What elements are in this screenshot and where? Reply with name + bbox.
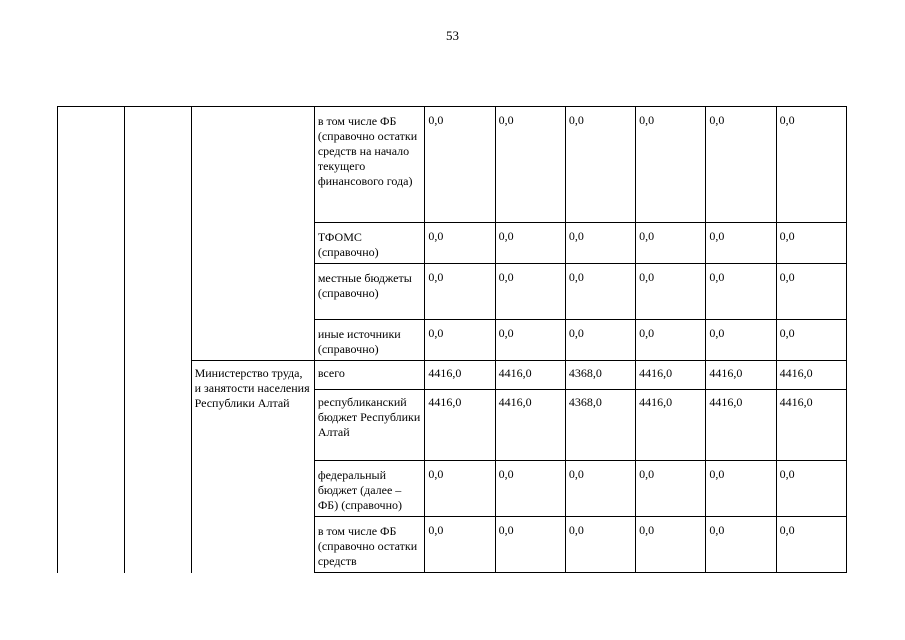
value-cell: 4416,0	[636, 390, 706, 461]
organization-cell-previous	[191, 107, 314, 361]
value-cell: 0,0	[636, 107, 706, 223]
source-cell: иные источники (справочно)	[314, 320, 425, 361]
page-number: 53	[446, 28, 459, 43]
source-cell: республиканский бюджет Республики Алтай	[314, 390, 425, 461]
value-cell: 0,0	[565, 320, 635, 361]
value-cell: 0,0	[706, 517, 776, 573]
value-cell: 0,0	[776, 517, 846, 573]
value-cell: 0,0	[776, 107, 846, 223]
value-cell: 4416,0	[425, 361, 495, 390]
value-cell: 0,0	[495, 223, 565, 264]
value-cell: 0,0	[636, 223, 706, 264]
value-cell: 0,0	[776, 264, 846, 320]
value-cell: 4416,0	[636, 361, 706, 390]
value-cell: 0,0	[636, 461, 706, 517]
value-cell: 4416,0	[495, 390, 565, 461]
value-cell: 4416,0	[706, 361, 776, 390]
value-cell: 0,0	[776, 320, 846, 361]
value-cell: 0,0	[776, 461, 846, 517]
source-cell: федеральный бюджет (далее – ФБ) (справочно)	[314, 461, 425, 517]
value-cell: 4416,0	[706, 390, 776, 461]
value-cell: 0,0	[706, 264, 776, 320]
value-cell: 4368,0	[565, 390, 635, 461]
value-cell: 0,0	[706, 320, 776, 361]
value-cell: 0,0	[495, 461, 565, 517]
value-cell: 0,0	[495, 320, 565, 361]
source-cell: всего	[314, 361, 425, 390]
value-cell: 0,0	[565, 264, 635, 320]
source-cell: ТФОМС (справочно)	[314, 223, 425, 264]
value-cell: 0,0	[706, 461, 776, 517]
budget-table	[57, 106, 847, 573]
source-cell: в том числе ФБ (справочно остатки средств на начало текущего финансового года)	[314, 107, 425, 223]
source-cell: в том числе ФБ (справочно остатки средств	[314, 517, 425, 573]
value-cell: 0,0	[495, 517, 565, 573]
value-cell: 4416,0	[495, 361, 565, 390]
value-cell: 0,0	[636, 320, 706, 361]
value-cell: 4368,0	[565, 361, 635, 390]
table-row	[58, 107, 847, 223]
value-cell: 0,0	[425, 517, 495, 573]
value-cell: 0,0	[565, 107, 635, 223]
value-cell: 0,0	[776, 223, 846, 264]
value-cell: 0,0	[425, 264, 495, 320]
value-cell: 0,0	[425, 223, 495, 264]
value-cell: 0,0	[495, 107, 565, 223]
value-cell: 4416,0	[776, 390, 846, 461]
value-cell: 0,0	[425, 320, 495, 361]
row-number-cell	[58, 107, 125, 573]
value-cell: 4416,0	[425, 390, 495, 461]
value-cell: 0,0	[706, 223, 776, 264]
value-cell: 4416,0	[776, 361, 846, 390]
value-cell: 0,0	[706, 107, 776, 223]
value-cell: 0,0	[636, 517, 706, 573]
value-cell: 0,0	[565, 223, 635, 264]
organization-cell: Министерство труда, и занятости населения Республики Алтай	[191, 361, 314, 573]
value-cell: 0,0	[425, 461, 495, 517]
source-cell: местные бюджеты (справочно)	[314, 264, 425, 320]
value-cell: 0,0	[565, 461, 635, 517]
value-cell: 0,0	[636, 264, 706, 320]
value-cell: 0,0	[425, 107, 495, 223]
value-cell: 0,0	[565, 517, 635, 573]
program-name-cell	[124, 107, 191, 573]
value-cell: 0,0	[495, 264, 565, 320]
